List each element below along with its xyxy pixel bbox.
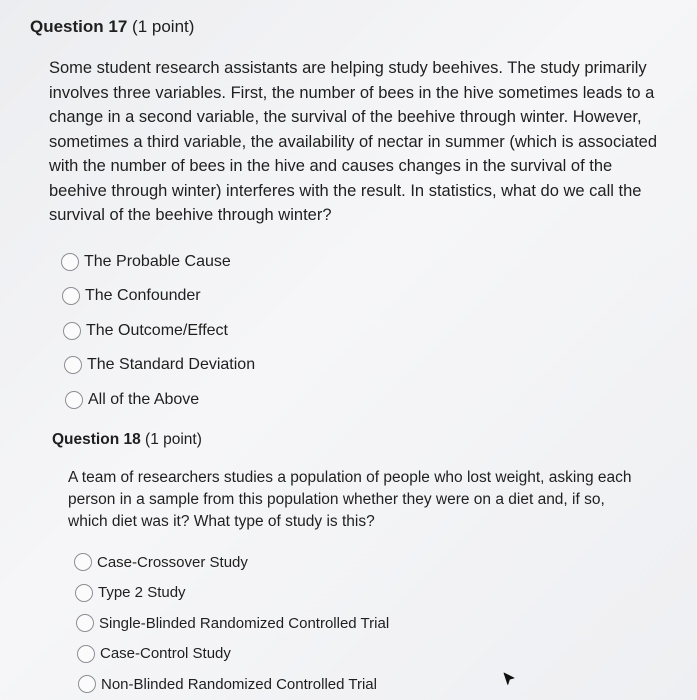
option-label: Case-Control Study — [100, 645, 231, 663]
option-label: The Probable Cause — [84, 252, 231, 270]
question-17-text: Some student research assistants are helping study beehives. The study primarily involves three variables. First, the number of bees in the hive sometimes leads to a change in a second variable, the survival of the beehive through winter. However, sometimes a third variable, the availability of nectar in summer (which is associated with the number of bees in the hive and causes changes in the survival of the beehive through winter) interferes with the result. In statistics, what do we call the survival of the beehive through winter? — [49, 59, 658, 224]
question-17 — [30, 14, 670, 417]
option-label: Single-Blinded Randomized Controlled Trial — [99, 614, 390, 632]
radio-button[interactable] — [76, 614, 94, 632]
radio-button[interactable] — [75, 584, 93, 602]
q17-option-probable-cause[interactable] — [61, 245, 670, 280]
question-18-number: Question 18 — [52, 431, 141, 448]
radio-button[interactable] — [78, 675, 96, 693]
option-label: Case-Crossover Study — [97, 553, 248, 571]
radio-button[interactable] — [61, 253, 79, 271]
option-label: All of the Above — [88, 390, 200, 408]
radio-button[interactable] — [74, 553, 92, 571]
radio-button[interactable] — [62, 287, 80, 305]
question-18-options — [52, 547, 652, 700]
q17-option-all-of-the-above[interactable] — [65, 383, 670, 418]
q17-option-outcome-effect[interactable] — [63, 314, 670, 349]
question-17-title — [30, 14, 670, 40]
question-17-points: (1 point) — [132, 17, 195, 36]
q18-option-single-blinded-rct[interactable] — [76, 608, 652, 639]
option-label: Type 2 Study — [98, 584, 186, 602]
radio-button[interactable] — [65, 391, 83, 409]
radio-button[interactable] — [64, 356, 82, 374]
q18-option-type-2[interactable] — [75, 578, 652, 609]
question-18 — [52, 427, 652, 700]
option-label: The Confounder — [85, 287, 201, 305]
mouse-pointer-icon — [503, 672, 515, 686]
q17-option-confounder[interactable] — [62, 279, 670, 314]
question-17-options — [30, 245, 670, 418]
question-17-number: Question 17 — [30, 17, 128, 36]
option-label: The Standard Deviation — [87, 356, 256, 374]
radio-button[interactable] — [77, 645, 95, 663]
option-label: Non-Blinded Randomized Controlled Trial — [101, 675, 377, 693]
q18-option-case-crossover[interactable] — [74, 547, 652, 578]
question-18-title — [52, 427, 652, 453]
question-18-text: A team of researchers studies a population of people who lost weight, asking each person in a sample from this population whether they were on a diet and, if so, which diet was it? What type of study is this? — [68, 469, 632, 530]
q18-option-case-control[interactable] — [77, 639, 652, 670]
q18-option-non-blinded-rct[interactable] — [78, 669, 652, 700]
q17-option-standard-deviation[interactable] — [64, 348, 670, 383]
question-18-points: (1 point) — [145, 431, 202, 448]
option-label: The Outcome/Effect — [86, 321, 228, 339]
radio-button[interactable] — [63, 322, 81, 340]
